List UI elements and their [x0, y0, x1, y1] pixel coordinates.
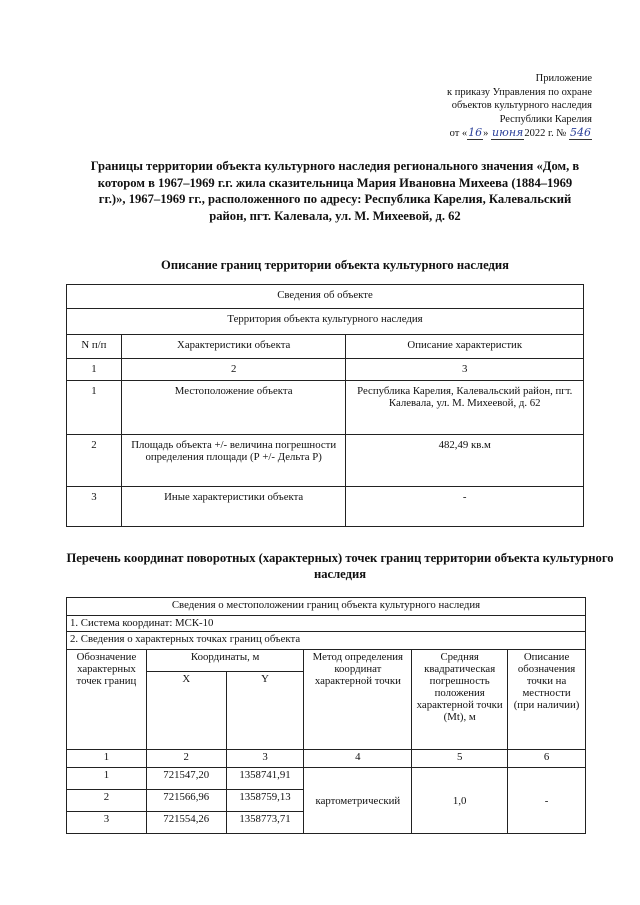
object-subsection-title: Территория объекта культурного наследия [67, 309, 584, 335]
row-description: Республика Карелия, Калевальский район, пгт. Калевала, ул. М. Михеевой, д. 62 [346, 381, 584, 435]
point-id: 1 [67, 768, 147, 790]
date-month: июня [492, 126, 524, 139]
numbering-cell: 1 [67, 750, 147, 768]
table-row [67, 487, 584, 527]
coordinate-system: 1. Система координат: МСК-10 [67, 616, 586, 632]
header-point-description: Описание обозначения точки на местности (при наличии) [508, 650, 586, 750]
coord-x: 721547,20 [146, 768, 226, 790]
point-description-cell: - [508, 768, 586, 834]
point-id: 2 [67, 790, 147, 812]
row-description: - [346, 487, 584, 527]
header-method: Метод определения координат характерной точки [304, 650, 412, 750]
row-number: 3 [67, 487, 122, 527]
document-title: Границы территории объекта культурного наследия регионального значения «Дом, в котором в 1967–1969 г.г. жила сказительница Мария Ивановна Михеева (1884–1969 гг.)», 1967–1969 гг., расположенного по адресу: Республика Карелия, Калевальский район, пгт. Калевала, ул. М. Михеевой, д. 62 [90, 159, 580, 223]
coords-title: Перечень координат поворотных (характерных) точек границ территории объекта культурного наследия [66, 551, 614, 581]
table-row [67, 435, 584, 487]
row-characteristic: Иные характеристики объекта [121, 487, 346, 527]
date-mid: » [483, 128, 489, 139]
coord-y: 1358759,13 [226, 790, 304, 812]
date-day: 16 [468, 126, 483, 139]
coord-x: 721554,26 [146, 812, 226, 834]
numbering-cell: 2 [146, 750, 226, 768]
appendix-date-line [352, 126, 592, 141]
numbering-cell: 2 [121, 359, 346, 381]
appendix-authority: объектов культурного наследия [451, 100, 592, 111]
appendix-block [352, 72, 592, 141]
table-row [67, 381, 584, 435]
date-prefix: от « [449, 128, 468, 139]
method-cell: картометрический [304, 768, 412, 834]
numbering-cell: 5 [412, 750, 508, 768]
coord-y: 1358773,71 [226, 812, 304, 834]
numbering-cell: 4 [304, 750, 412, 768]
coord-x: 721566,96 [146, 790, 226, 812]
row-number: 2 [67, 435, 122, 487]
order-number: 546 [570, 126, 591, 139]
row-characteristic: Площадь объекта +/- величина погрешности определения площади (Р +/- Дельта Р) [121, 435, 346, 487]
header-coordinates: Координаты, м [146, 650, 304, 672]
numbering-cell: 6 [508, 750, 586, 768]
header-error: Средняя квадратическая погрешность положения характерной точки (Mt), м [412, 650, 508, 750]
row-characteristic: Местоположение объекта [121, 381, 346, 435]
row-description: 482,49 кв.м [346, 435, 584, 487]
coordinates-table [66, 597, 586, 834]
header-designation: Обозначение характерных точек границ [67, 650, 147, 750]
header-y: Y [226, 672, 304, 750]
points-label: 2. Сведения о характерных точках границ объекта [67, 632, 586, 650]
object-section-title: Сведения об объекте [67, 285, 584, 309]
header-characteristic: Характеристики объекта [121, 335, 346, 359]
header-description: Описание характеристик [346, 335, 584, 359]
table-row [67, 768, 586, 790]
row-number: 1 [67, 381, 122, 435]
point-id: 3 [67, 812, 147, 834]
date-year: 2022 г. № [524, 128, 567, 139]
numbering-cell: 3 [346, 359, 584, 381]
object-info-table [66, 284, 584, 527]
numbering-cell: 1 [67, 359, 122, 381]
section-subtitle: Описание границ территории объекта культурного наследия [161, 258, 509, 272]
header-x: X [146, 672, 226, 750]
numbering-cell: 3 [226, 750, 304, 768]
appendix-region: Республики Карелия [499, 113, 592, 125]
coords-section-title: Сведения о местоположении границ объекта культурного наследия [67, 598, 586, 616]
header-number: N п/п [67, 335, 122, 359]
error-cell: 1,0 [412, 768, 508, 834]
appendix-label: Приложение [535, 73, 592, 84]
coord-y: 1358741,91 [226, 768, 304, 790]
appendix-order: к приказу Управления по охране [447, 86, 592, 98]
